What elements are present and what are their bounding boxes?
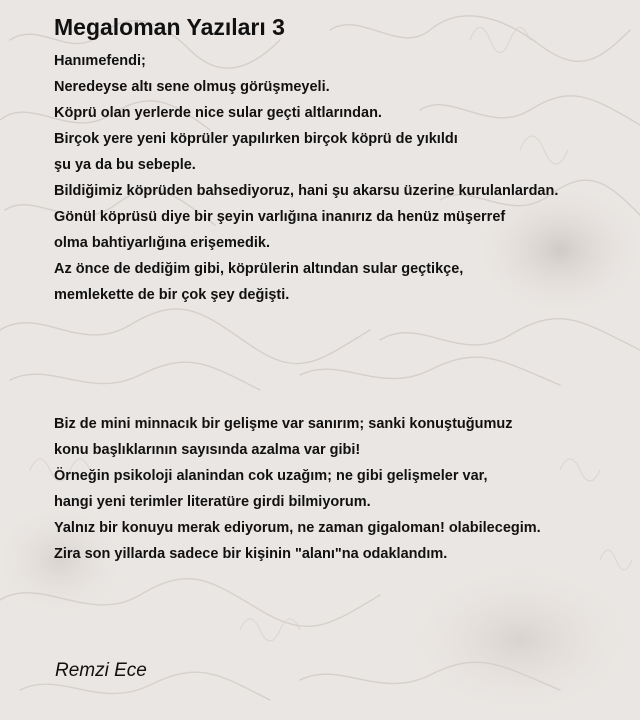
poem-stanza-1 [54,48,558,308]
poem-title: Megaloman Yazıları 3 [54,14,285,40]
poem-author: Remzi Ece [55,660,147,681]
poem-line: Zira son yillarda sadece bir kişinin "alanı"na odaklandım. [54,546,448,562]
poem-line: konu başlıklarının sayısında azalma var gibi! [54,442,361,458]
poem-line: Örneğin psikoloji alanindan cok uzağım; ne gibi gelişmeler var, [54,468,488,484]
poem-stanza-2 [54,411,541,567]
poem-line: Hanımefendi; [54,53,146,69]
poem-line: Yalnız bir konuyu merak ediyorum, ne zaman gigaloman! olabilecegim. [54,520,541,536]
poem-line: Köprü olan yerlerde nice sular geçti altlarından. [54,105,382,121]
poem-line: hangi yeni terimler literatüre girdi bilmiyorum. [54,494,371,510]
poem-line: memlekette de bir çok şey değişti. [54,287,290,303]
poem-line: şu ya da bu sebeple. [54,157,196,173]
poem-line: Az önce de dediğim gibi, köprülerin altından sular geçtikçe, [54,261,464,277]
poem-line: Bildiğimiz köprüden bahsediyoruz, hani şu akarsu üzerine kurulanlardan. [54,183,559,199]
poem-line: Gönül köprüsü diye bir şeyin varlığına inanırız da henüz müşerref [54,209,506,225]
poem-line: Birçok yere yeni köprüler yapılırken birçok köprü de yıkıldı [54,131,458,147]
poem-line: Neredeyse altı sene olmuş görüşmeyeli. [54,79,330,95]
poem-line: Biz de mini minnacık bir gelişme var sanırım; sanki konuştuğumuz [54,416,513,432]
poem-line: olma bahtiyarlığına erişemedik. [54,235,270,251]
